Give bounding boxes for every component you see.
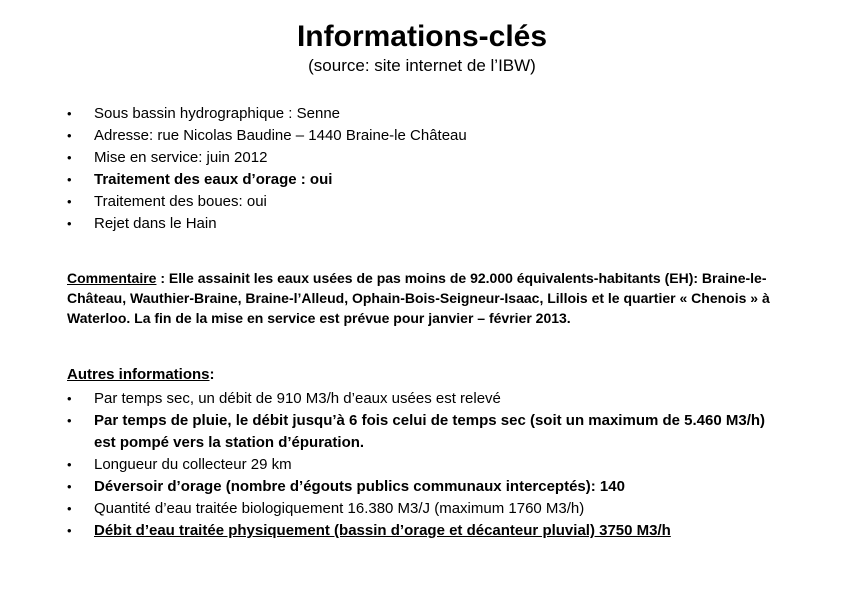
commentaire-label: Commentaire (67, 269, 157, 286)
list-item (67, 476, 777, 498)
list-item-text: Déversoir d’orage (nombre d’égouts publics communaux interceptés): 140 (94, 477, 625, 495)
bullet-icon: • (67, 215, 72, 231)
autres-informations-heading (67, 364, 777, 386)
list-item (67, 388, 777, 410)
list-item (67, 103, 777, 125)
autres-informations-label: Autres informations (67, 365, 210, 383)
list-item-text: Par temps de pluie, le débit jusqu’à 6 fois celui de temps sec (soit un maximum de 5.460 M3/h) est pompé vers la station d’épuration. (94, 411, 766, 451)
bullet-icon: • (67, 500, 72, 516)
list-item-text: Longueur du collecteur 29 km (94, 455, 292, 473)
list-item (67, 410, 777, 454)
commentaire-text: Elle assainit les eaux usées de pas moins de 92.000 équivalents-habitants (EH): Braine-le-Château, Wauthier-Braine, Braine-l’Alleud, Ophain-Bois-Seigneur-Isaac, Lillois et le quartier « Chenois » à Waterloo. La fin de la mise en service est prévue pour janvier – février 2013. (67, 269, 770, 326)
bullet-icon: • (67, 478, 72, 494)
list-item-text: Adresse: rue Nicolas Baudine – 1440 Braine-le Château (94, 126, 467, 144)
bullet-icon: • (67, 412, 72, 428)
list-item-text: Débit d’eau traitée physiquement (bassin d’orage et décanteur pluvial) 3750 M3/h (94, 521, 671, 539)
commentaire-separator: : (156, 269, 169, 286)
list-item-text: Traitement des eaux d’orage : oui (94, 170, 333, 188)
list-item (67, 520, 777, 542)
list-item-text: Sous bassin hydrographique : Senne (94, 104, 341, 122)
list-item-text: Traitement des boues: oui (94, 192, 267, 210)
bullet-icon: • (67, 390, 72, 406)
bullet-icon: • (67, 171, 72, 187)
list-item-text: Quantité d’eau traitée biologiquement 16.380 M3/J (maximum 1760 M3/h) (94, 499, 585, 517)
list-item (67, 191, 777, 213)
list-item (67, 498, 777, 520)
bullet-icon: • (67, 149, 72, 165)
list-item (67, 213, 777, 235)
list-item (67, 147, 777, 169)
list-item (67, 454, 777, 476)
list-item-text: Mise en service: juin 2012 (94, 148, 268, 166)
list-item-text: Par temps sec, un débit de 910 M3/h d’eaux usées est relevé (94, 389, 501, 407)
slide-title: Informations-clés (296, 20, 548, 53)
list-item (67, 169, 777, 191)
list-item (67, 125, 777, 147)
slide-subtitle: (source: site internet de l’IBW) (308, 55, 536, 75)
bullet-icon: • (67, 105, 72, 121)
autres-informations-separator: : (209, 365, 215, 383)
bullet-icon: • (67, 127, 72, 143)
autres-informations-list (67, 388, 777, 542)
key-facts-list (67, 103, 777, 235)
bullet-icon: • (67, 193, 72, 209)
bullet-icon: • (67, 522, 72, 538)
bullet-icon: • (67, 456, 72, 472)
commentaire-paragraph (67, 268, 777, 328)
list-item-text: Rejet dans le Hain (94, 214, 217, 232)
